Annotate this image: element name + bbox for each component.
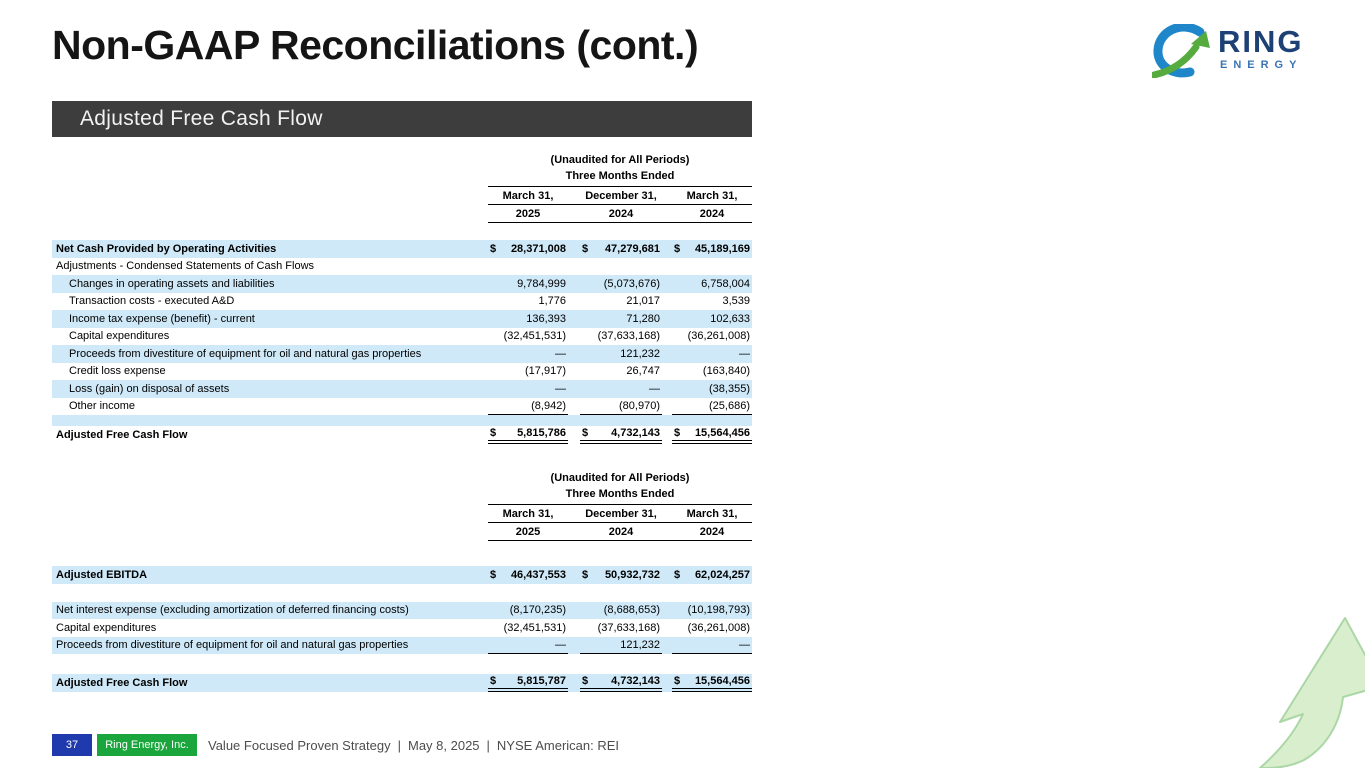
row-value xyxy=(672,240,752,258)
page-title: Non-GAAP Reconciliations (cont.) xyxy=(52,22,699,68)
value-text: 5,815,787 xyxy=(517,674,566,687)
row-value xyxy=(672,566,752,584)
row-value xyxy=(488,398,568,416)
row-value xyxy=(672,674,752,692)
column-header-year: 2024 xyxy=(608,525,634,538)
dollar-sign: $ xyxy=(674,242,681,255)
dollar-sign: $ xyxy=(582,568,589,581)
value-text: 121,232 xyxy=(620,638,660,651)
ebitda-reconciliation-table xyxy=(52,566,752,692)
dollar-sign: $ xyxy=(490,674,497,687)
row-label: Transaction costs - executed A&D xyxy=(69,295,235,308)
footer-divider: | xyxy=(397,737,401,753)
column-header-year: 2024 xyxy=(699,207,725,220)
value-text: (163,840) xyxy=(702,365,750,378)
row-value xyxy=(580,398,662,416)
table-row xyxy=(52,363,752,381)
row-value xyxy=(580,674,662,692)
row-value xyxy=(488,258,568,276)
table2-header xyxy=(488,470,752,541)
row-value xyxy=(580,293,662,311)
row-value xyxy=(672,328,752,346)
row-label: Proceeds from divestiture of equipment for oil and natural gas properties xyxy=(69,347,422,360)
row-value xyxy=(672,310,752,328)
footer-strategy-text: Value Focused Proven Strategy xyxy=(208,737,391,753)
row-label: Income tax expense (benefit) - current xyxy=(69,312,255,325)
column-header-month: March 31, xyxy=(502,507,554,520)
value-text: (32,451,531) xyxy=(503,330,566,343)
row-value xyxy=(580,380,662,398)
row-value xyxy=(580,275,662,293)
row-label: Adjusted Free Cash Flow xyxy=(56,428,188,441)
row-value xyxy=(580,619,662,637)
company-badge: Ring Energy, Inc. xyxy=(97,734,197,756)
value-text: 28,371,008 xyxy=(510,242,566,255)
row-value xyxy=(672,619,752,637)
value-text: 4,732,143 xyxy=(611,426,660,439)
column-header-month: March 31, xyxy=(686,507,738,520)
row-value xyxy=(672,275,752,293)
row-value xyxy=(580,426,662,444)
table-spacer-row xyxy=(52,415,752,426)
dollar-sign: $ xyxy=(674,674,681,687)
value-text: 102,633 xyxy=(710,312,750,325)
value-text: 5,815,786 xyxy=(517,426,566,439)
row-value xyxy=(580,345,662,363)
row-value xyxy=(488,310,568,328)
column-header-month: December 31, xyxy=(585,189,657,202)
logo-swoosh-icon xyxy=(1152,24,1216,78)
row-label: Adjusted Free Cash Flow xyxy=(56,676,188,689)
row-label: Adjustments - Condensed Statements of Cash Flows xyxy=(56,260,315,273)
dollar-sign: $ xyxy=(674,426,681,439)
value-text: (36,261,008) xyxy=(687,330,750,343)
row-value xyxy=(672,380,752,398)
value-text: (8,170,235) xyxy=(509,604,566,617)
value-text: — xyxy=(649,382,660,395)
logo-sub-text: ENERGY xyxy=(1220,59,1303,71)
value-text: 136,393 xyxy=(526,312,566,325)
value-text: 47,279,681 xyxy=(604,242,660,255)
row-label: Net Cash Provided by Operating Activities xyxy=(56,242,277,255)
value-text: (38,355) xyxy=(709,382,750,395)
row-value xyxy=(580,637,662,655)
dollar-sign: $ xyxy=(490,568,497,581)
footer-ticker: NYSE American: REI xyxy=(496,737,620,753)
row-value xyxy=(672,426,752,444)
row-label: Proceeds from divestiture of equipment for oil and natural gas properties xyxy=(56,639,409,652)
value-text: 46,437,553 xyxy=(510,568,566,581)
column-years-row xyxy=(488,523,752,541)
dollar-sign: $ xyxy=(490,242,497,255)
table-row xyxy=(52,398,752,416)
row-value xyxy=(580,328,662,346)
value-text: 50,932,732 xyxy=(604,568,660,581)
unaudited-note: (Unaudited for All Periods) xyxy=(550,472,690,484)
unaudited-note: (Unaudited for All Periods) xyxy=(550,154,690,166)
value-text: 121,232 xyxy=(620,347,660,360)
column-header-month: December 31, xyxy=(585,507,657,520)
value-text: (5,073,676) xyxy=(603,277,660,290)
value-text: (37,633,168) xyxy=(597,330,660,343)
page-number-badge: 37 xyxy=(52,734,92,756)
value-text: — xyxy=(555,382,566,395)
logo-text xyxy=(1218,24,1304,71)
dollar-sign: $ xyxy=(582,426,589,439)
table-row xyxy=(52,328,752,346)
value-text: — xyxy=(555,347,566,360)
value-text: 4,732,143 xyxy=(611,674,660,687)
table-row xyxy=(52,310,752,328)
adjusted-free-cash-flow-table xyxy=(52,240,752,444)
footer-date: May 8, 2025 xyxy=(407,737,480,753)
row-value xyxy=(672,602,752,620)
row-value xyxy=(488,426,568,444)
value-text: 15,564,456 xyxy=(694,674,750,687)
column-months-row xyxy=(488,505,752,523)
table-row xyxy=(52,674,752,692)
row-label: Capital expenditures xyxy=(56,621,157,634)
table-spacer-row xyxy=(52,584,752,602)
row-value xyxy=(580,310,662,328)
value-text: (10,198,793) xyxy=(687,604,750,617)
section-banner xyxy=(52,101,752,137)
column-header-year: 2024 xyxy=(699,525,725,538)
column-header-month: March 31, xyxy=(502,189,554,202)
value-text: — xyxy=(555,638,566,651)
column-years-row xyxy=(488,205,752,223)
row-label: Changes in operating assets and liabilities xyxy=(69,277,275,290)
table-row xyxy=(52,258,752,276)
row-label: Adjusted EBITDA xyxy=(56,568,148,581)
value-text: (37,633,168) xyxy=(597,621,660,634)
row-value xyxy=(488,275,568,293)
dollar-sign: $ xyxy=(582,674,589,687)
table-row xyxy=(52,637,752,655)
period-label: Three Months Ended xyxy=(488,487,752,505)
row-value xyxy=(488,363,568,381)
row-value xyxy=(488,619,568,637)
value-text: (25,686) xyxy=(709,399,750,412)
row-value xyxy=(488,240,568,258)
table-row xyxy=(52,426,752,444)
footer-tagline xyxy=(208,734,619,756)
table-row xyxy=(52,380,752,398)
row-value xyxy=(672,293,752,311)
table-row xyxy=(52,240,752,258)
table-row xyxy=(52,566,752,584)
row-value xyxy=(488,380,568,398)
logo-brand-text: RING xyxy=(1218,24,1304,59)
value-text: (36,261,008) xyxy=(687,621,750,634)
value-text: 3,539 xyxy=(722,295,750,308)
value-text: (32,451,531) xyxy=(503,621,566,634)
row-label: Net interest expense (excluding amortization of deferred financing costs) xyxy=(56,604,409,617)
row-value xyxy=(488,566,568,584)
value-text: 21,017 xyxy=(626,295,660,308)
table-row xyxy=(52,602,752,620)
table-row xyxy=(52,275,752,293)
value-text: 45,189,169 xyxy=(694,242,750,255)
section-banner-label: Adjusted Free Cash Flow xyxy=(80,107,323,130)
row-value xyxy=(580,363,662,381)
row-value xyxy=(488,293,568,311)
value-text: — xyxy=(739,638,750,651)
value-text: (80,970) xyxy=(619,399,660,412)
value-text: 62,024,257 xyxy=(694,568,750,581)
growth-arrow-graphic xyxy=(1230,600,1365,768)
value-text: — xyxy=(739,347,750,360)
row-value xyxy=(580,258,662,276)
table1-header xyxy=(488,152,752,223)
row-value xyxy=(488,345,568,363)
column-header-year: 2024 xyxy=(608,207,634,220)
row-label: Loss (gain) on disposal of assets xyxy=(69,382,230,395)
dollar-sign: $ xyxy=(490,426,497,439)
table-spacer-row xyxy=(52,654,752,674)
value-text: (8,942) xyxy=(531,399,566,412)
column-months-row xyxy=(488,187,752,205)
table-row xyxy=(52,345,752,363)
table-row xyxy=(52,293,752,311)
row-value xyxy=(672,363,752,381)
value-text: (8,688,653) xyxy=(603,604,660,617)
value-text: 6,758,004 xyxy=(701,277,750,290)
column-header-year: 2025 xyxy=(515,207,541,220)
row-value xyxy=(488,328,568,346)
row-value xyxy=(488,674,568,692)
period-label: Three Months Ended xyxy=(488,169,752,187)
row-value xyxy=(672,398,752,416)
row-value xyxy=(580,566,662,584)
row-value xyxy=(580,240,662,258)
row-label: Capital expenditures xyxy=(69,330,170,343)
dollar-sign: $ xyxy=(582,242,589,255)
row-value xyxy=(672,637,752,655)
table-row xyxy=(52,619,752,637)
ring-energy-logo xyxy=(1152,24,1304,78)
row-label: Other income xyxy=(69,400,136,413)
value-text: 9,784,999 xyxy=(517,277,566,290)
column-header-month: March 31, xyxy=(686,189,738,202)
value-text: 26,747 xyxy=(626,365,660,378)
row-value xyxy=(580,602,662,620)
value-text: 15,564,456 xyxy=(694,426,750,439)
row-value xyxy=(672,345,752,363)
value-text: 1,776 xyxy=(538,295,566,308)
value-text: (17,917) xyxy=(525,365,566,378)
footer-divider: | xyxy=(486,737,490,753)
value-text: 71,280 xyxy=(626,312,660,325)
column-header-year: 2025 xyxy=(515,525,541,538)
row-value xyxy=(488,637,568,655)
dollar-sign: $ xyxy=(674,568,681,581)
row-value xyxy=(672,258,752,276)
row-label: Credit loss expense xyxy=(69,365,166,378)
row-value xyxy=(488,602,568,620)
